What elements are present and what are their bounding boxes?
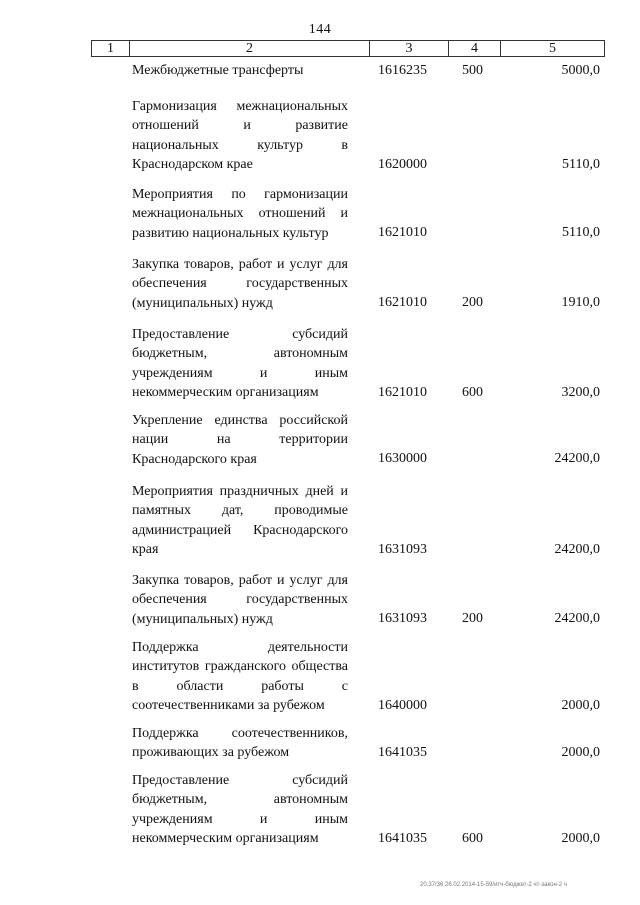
header-col-2: 2 — [130, 41, 370, 56]
row-name: Поддержка соотечественников, проживающих за рубежом — [132, 726, 348, 761]
row-code: 1631093 — [378, 611, 427, 626]
page-number: 144 — [308, 22, 332, 37]
row-code: 1616235 — [378, 63, 427, 78]
row-amount: 2000,0 — [561, 698, 600, 713]
row-code: 1620000 — [378, 157, 427, 172]
row-type: 200 — [462, 611, 483, 626]
row-name: Укрепление единства российской нации на территории Краснодарского края — [132, 413, 348, 467]
row-code: 1621010 — [378, 385, 427, 400]
row-amount: 1910,0 — [561, 295, 600, 310]
header-col-5: 5 — [549, 41, 556, 56]
row-name: Поддержка деятельности институтов гражданского общества в области работы с соотечественниками за рубежом — [132, 640, 348, 713]
header-col-3: 3 — [370, 41, 449, 56]
row-amount: 5110,0 — [562, 157, 600, 172]
row-code: 1641035 — [378, 745, 427, 760]
row-amount: 2000,0 — [561, 745, 600, 760]
row-amount: 24200,0 — [554, 542, 600, 557]
row-name: Предоставление субсидий бюджетным, автономным учреждениям и иным некоммерческим организациям — [132, 327, 348, 400]
row-code: 1631093 — [378, 542, 427, 557]
row-code: 1630000 — [378, 451, 427, 466]
row-name: Мероприятия по гармонизации межнациональных отношений и развитию национальных культур — [132, 187, 348, 241]
header-col-1: 1 — [92, 41, 130, 56]
row-name: Закупка товаров, работ и услуг для обеспечения государственных (муниципальных) нужд — [132, 257, 348, 311]
row-code: 1621010 — [378, 225, 427, 240]
row-name: Мероприятия праздничных дней и памятных дат, проводимые администрацией Краснодарского края — [132, 484, 348, 557]
header-col-4: 4 — [449, 41, 501, 56]
row-type: 600 — [462, 831, 483, 846]
table-header — [91, 40, 605, 57]
row-amount: 5000,0 — [561, 63, 600, 78]
row-amount: 5110,0 — [562, 225, 600, 240]
row-name: Закупка товаров, работ и услуг для обеспечения государственных (муниципальных) нужд — [132, 573, 348, 627]
row-type: 600 — [462, 385, 483, 400]
row-name: Предоставление субсидий бюджетным, автономным учреждениям и иным некоммерческим организациям — [132, 773, 348, 846]
row-code: 1621010 — [378, 295, 427, 310]
row-type: 500 — [462, 63, 483, 78]
row-amount: 3200,0 — [561, 385, 600, 400]
row-code: 1641035 — [378, 831, 427, 846]
row-amount: 2000,0 — [561, 831, 600, 846]
row-type: 200 — [462, 295, 483, 310]
row-amount: 24200,0 — [554, 611, 600, 626]
row-code: 1640000 — [378, 698, 427, 713]
footer-file-reference: 20.37/36 26.02.2014-15-59/итч-бюджет-2 чт-закон-2 ч — [420, 882, 567, 888]
row-amount: 24200,0 — [554, 451, 600, 466]
row-name: Гармонизация межнациональных отношений и развитие национальных культур в Краснодарском крае — [132, 99, 348, 172]
row-name: Межбюджетные трансферты — [132, 63, 304, 78]
